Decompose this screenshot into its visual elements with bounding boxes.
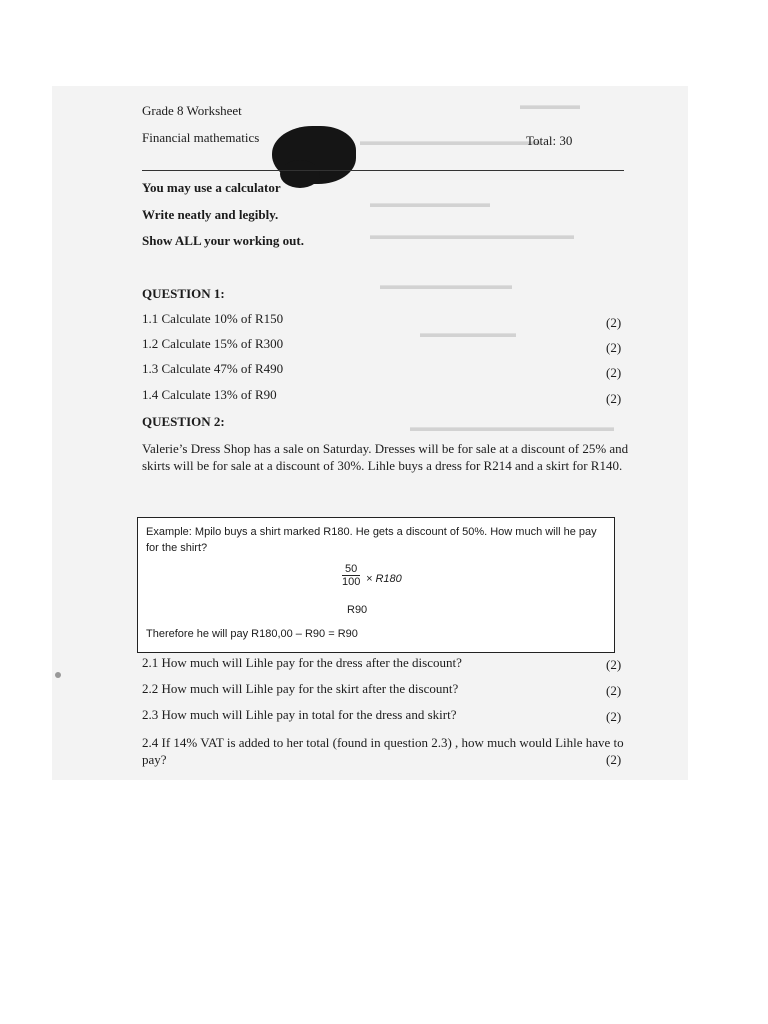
worksheet-title: Grade 8 Worksheet	[142, 103, 242, 118]
example-fraction	[342, 563, 360, 588]
question-2-1: 2.1 How much will Lihle pay for the dress after the discount?	[142, 655, 462, 670]
bleed-through-line: ▬▬▬▬▬▬▬▬▬▬▬▬▬▬▬▬▬	[410, 420, 614, 434]
marks-2-4: (2)	[606, 752, 622, 767]
bleed-through-line: ▬▬▬▬▬	[520, 98, 580, 112]
bleed-through-line: ▬▬▬▬▬▬▬▬	[420, 326, 516, 340]
marks-1-1: (2)	[606, 315, 622, 330]
marks-1-3: (2)	[606, 365, 622, 380]
question-2-3: 2.3 How much will Lihle pay in total for the dress and skirt?	[142, 707, 457, 722]
marks-1-2: (2)	[606, 340, 622, 355]
question-1-4: 1.4 Calculate 13% of R90	[142, 387, 277, 402]
marks-1-4: (2)	[606, 391, 622, 406]
question-1-2: 1.2 Calculate 15% of R300	[142, 336, 284, 351]
bleed-through-line: ▬▬▬▬▬▬▬▬▬▬▬▬▬▬▬	[360, 134, 540, 148]
total-marks: Total: 30	[526, 133, 573, 148]
example-result: R90	[347, 604, 368, 616]
instruction-neatly: Write neatly and legibly.	[142, 207, 279, 222]
instruction-calculator: You may use a calculator	[142, 180, 281, 195]
question-1-1: 1.1 Calculate 10% of R150	[142, 311, 284, 326]
example-multiplier: × R180	[366, 573, 402, 585]
question-2-intro: Valerie’s Dress Shop has a sale on Saturday. Dresses will be for sale at a discount of 25% and skirts will be for sale at a discount of 30%. Lihle buys a dress for R214 and a skirt for R140.	[142, 441, 629, 473]
instruction-working: Show ALL your working out.	[142, 233, 304, 248]
question-1-heading: QUESTION 1:	[142, 286, 225, 301]
question-2-heading: QUESTION 2:	[142, 414, 225, 429]
question-2-4: 2.4 If 14% VAT is added to her total (found in question 2.3) , how much would Lihle have to pay?	[142, 735, 624, 767]
header-divider	[142, 170, 624, 171]
example-question: Example: Mpilo buys a shirt marked R180. He gets a discount of 50%. How much will he pay for the shirt?	[146, 526, 597, 554]
worked-example-box	[137, 517, 615, 653]
bleed-through-line: ▬▬▬▬▬▬▬▬▬▬	[370, 196, 490, 210]
fraction-denominator: 100	[342, 576, 361, 588]
marks-2-1: (2)	[606, 657, 622, 672]
bleed-through-line: ▬▬▬▬▬▬▬▬▬▬▬	[380, 278, 512, 292]
example-conclusion: Therefore he will pay R180,00 – R90 = R90	[146, 628, 358, 640]
question-2-2: 2.2 How much will Lihle pay for the skirt after the discount?	[142, 681, 459, 696]
question-1-3: 1.3 Calculate 47% of R490	[142, 361, 284, 376]
fraction-numerator: 50	[342, 563, 360, 576]
subject-label: Financial mathematics	[142, 130, 260, 145]
marks-2-2: (2)	[606, 683, 622, 698]
redaction-scribble	[280, 160, 320, 188]
scan-speck	[55, 672, 61, 678]
bleed-through-line: ▬▬▬▬▬▬▬▬▬▬▬▬▬▬▬▬▬	[370, 228, 574, 242]
marks-2-3: (2)	[606, 709, 622, 724]
